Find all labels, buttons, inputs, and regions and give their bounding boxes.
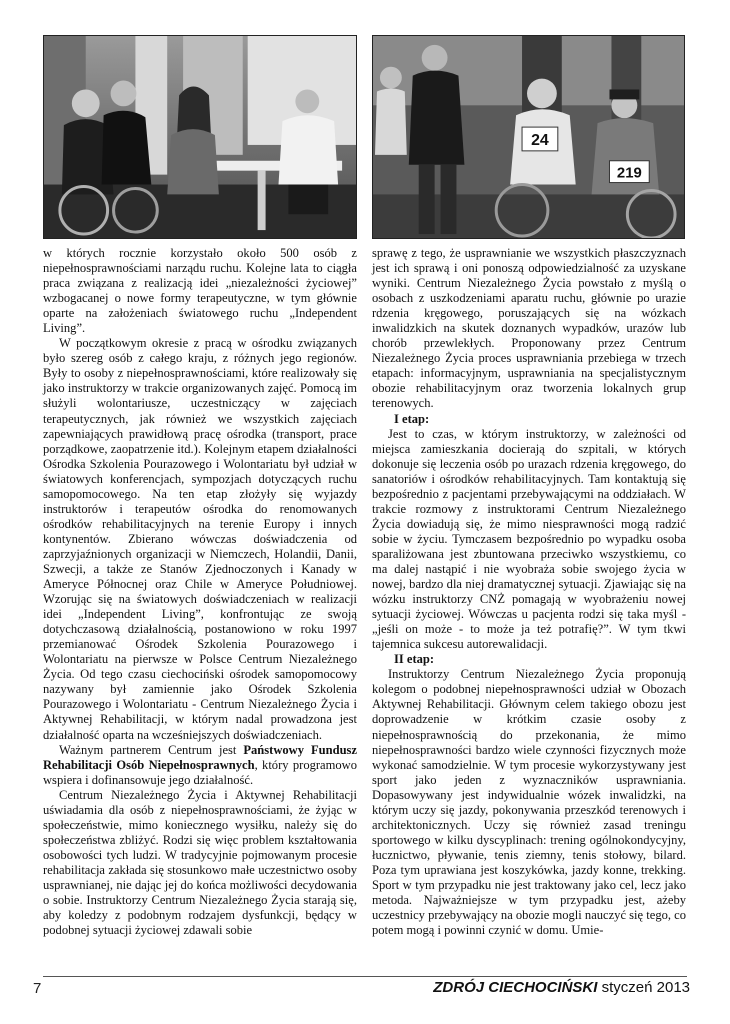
partner-name: Państwowy Fundusz Rehabilitacji Osób Niepełnosprawnych [43,742,358,772]
article-left-column [43,246,357,938]
right-paragraph-1: sprawę z tego, że usprawnianie we wszystkich płaszczyznach jest ich sprawą i oni ponoszą odpowiedzialność za uzyskane wyniki. Centrum Niezależnego Życia powstało z myślą o osobach z uszkodzeniami aparatu ruchu, głównie po urazie rdzenia kręgowego, poruszających się na wózkach inwalidzkich na skutek doznanych wypadków, urazów lub chorób przewlekłych. Proponowany przez Centrum Niezależnego Życia proces usprawniania przebiega w trzech etapach: informacyjnym, usprawniania na specjalistycznym obozie rehabilitacyjnym oraz tworzenia lokalnych grup terenowych. [372,246,686,411]
left-paragraph-1: w których rocznie korzystało około 500 osób z niepełnosprawnościami narządu ruchu. Kolejne lata to ciągła praca związana z realizacją idei „niezależności życiowej” wzbogacanej o nowe formy terapeutyczne, w tym głównie oparte na założeniach światowego ruchu „Independent Living”. [43,246,357,336]
page-number: 7 [33,980,42,997]
stage-1-heading: I etap: [394,411,430,426]
left-paragraph-3 [43,743,357,788]
footer-rule [43,976,687,977]
partner-intro: Ważnym partnerem Centrum jest [59,742,244,757]
partner-outro: , który programowo wspiera i dofinansowuje jego działalność. [43,757,357,787]
left-paragraph-4: Centrum Niezależnego Życia i Aktywnej Rehabilitacji uświadamia dla osób z niepełnosprawnościami, że żyjąc w społeczeństwie, mimo koniecznego wysiłku, należy się do społeczeństwa zbliżyć. Rodzi się więc problem kształtowania osobowości tych ludzi. W tradycyjnie pojmowanym procesie rehabilitacja zakłada się stosunkowo małe uczestnictwo osoby usprawnianej, nie dając jej do końca możliwości decydowania o sobie. Instruktorzy Centrum Niezależnego Życia starają się, aby koledzy z podobnym rodzajem dysfunkcji, będący w podobnej sytuacji życiowej zdawali sobie [43,787,357,938]
wheelchair-race-photo [372,35,685,239]
left-paragraph-2: W początkowym okresie z pracą w ośrodku związanych było szereg osób z całego kraju, z różnych jego regionów. Były to osoby z niepełnosprawnościami, które realizowały się jako instruktorzy w trakcie organizowanych zajęć. Pomocą im służyli wolontariusze, uczestniczący w zajęciach terapeutycznych, jak również we wszystkich zajęciach zapewniających prawidłową pracę ośrodka (transport, prace porządkowe, zaopatrzenie itd.). Kolejnym etapem działalności Ośrodka Szkolenia Pourazowego i Wolontariatu był udział w światowych konferencjach, sympozjach dotyczących ruchu samopomocowego. Na ten etap złożyły się wyjazdy instruktorów i terapeutów ośrodka do renomowanych ośrodków rehabilitacyjnych na terenie Europy i innych kontynentów. Zbierano wówczas doświadczenia od zaprzyjaźnionych organizacji w Niemczech, Holandii, Danii, Szwecji, a także ze Stanów Zjednoczonych i Kanady w Ameryce Północnej oraz Chile w Ameryce Południowej. Wzorując się na światowych doświadczeniach w realizacji idei „Independent Living”, konfrontując ze swoją dotychczasową działalnością, postanowiono w roku 1997 przemianować Ośrodek Szkolenia Pourazowego i Wolontariatu na pierwsze w Polsce Centrum Niezależnego Życia. Od tego czasu ciechociński ośrodek samopomocowy nazywany był zamiennie jako Ośrodek Szkolenia Pourazowego i Wolontariatu - Centrum Niezależnego Życia i Aktywnej Rehabilitacji, w którym nadal prowadzona jest działalność oparta na wcześniejszych doświadczeniach. [43,336,357,742]
right-paragraph-3: Instruktorzy Centrum Niezależnego Życia proponują kolegom o podobnej niepełnosprawności udział w Obozach Aktywnej Rehabilitacji. Głównym celem takiego obozu jest doprowadzenie w krótkim czasie osoby z niepełnosprawnością do przekonania, że mimo niepełnosprawności bardzo wiele czynności fizycznych może wykonać samodzielnie. W tym procesie wykorzystywany jest sport jako jeden z wyznaczników usprawniania. Dopasowywany jest indywidualnie wózek inwalidzki, na którym uczy się jazdy, pokonywania przeszkód terenowych i architektonicznych. Uczy się również zasad treningu sportowego w kilku dyscyplinach: trening ogólnokondycyjny, łucznictwo, pływanie, tenis ziemny, tenis stołowy, bilard. Poza tym uprawiana jest koszykówka, jazdy konne, trekking. Sport w tym przypadku nie jest traktowany jako cel, lecz jako metoda. Najważniejsze w tym przypadku jest, ażeby uczestnicy przebywający na obozie mogli nauczyć się tego, co potem mogą i powinni czynić w domu. Umie- [372,667,686,938]
article-right-column [372,246,686,938]
stage-2-heading: II etap: [394,652,435,667]
panel-discussion-image [44,36,356,238]
race-bib-24: 24 [531,131,549,149]
magazine-footer [433,979,690,996]
race-bib-219: 219 [616,165,642,182]
wheelchair-race-image [373,36,684,238]
panel-discussion-photo [43,35,357,239]
magazine-title: ZDRÓJ CIECHOCIŃSKI [433,979,598,996]
issue-date: styczeń 2013 [601,979,690,996]
right-paragraph-2: Jest to czas, w którym instruktorzy, w zależności od miejsca zamieszkania docierają do szpitali, w których dokonuje się leczenia osób po urazach rdzenia kręgowego, do sanatoriów i ośrodków rehabilitacyjnych. Tam kontaktują się bezpośrednio z pacjentami przebywającymi na oddziałach. W trakcie rozmowy z instruktorami Centrum Niezależnego Życia dowiadują się, że mimo niesprawności mogą radzić sobie w życiu. Tymczasem bezpośrednio po wypadku osoba sparaliżowana jest zbuntowana przeciwko wszystkiemu, co ma dalej nastąpić i nie wyobraża sobie swojego życia w nowej, bardzo dla niej dramatycznej sytuacji. Zjawiając się na wózku instruktorzy CNŻ pomagają w wyobrażeniu nowej sytuacji życiowej. Wówczas u pacjenta rodzi się taka myśl - „jeśli on może - to może ja też potrafię?”. W tym tkwi tajemnica sukcesu autorewalidacji. [372,426,686,652]
